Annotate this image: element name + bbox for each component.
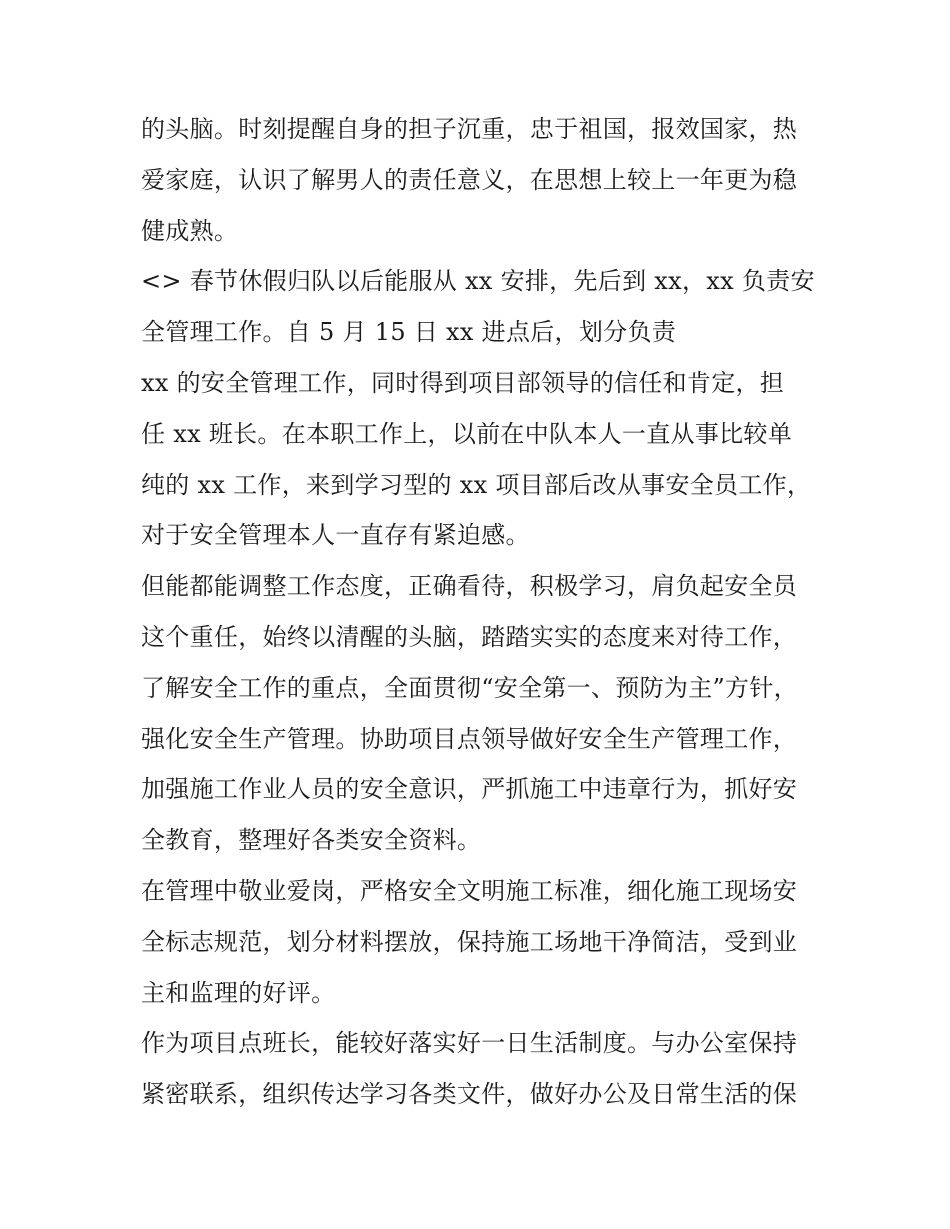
text-line: 对于安全管理本人一直存有紧迫感。 bbox=[141, 521, 530, 550]
document-body bbox=[141, 104, 821, 1120]
text-line: 全管理工作。自 5 月 15 日 xx 进点后，划分负责 bbox=[141, 318, 677, 347]
text-line: 强化安全生产管理。协助项目点领导做好安全生产管理工作， bbox=[141, 724, 798, 753]
text-line: <> 春节休假归队以后能服从 xx 安排，先后到 xx，xx 负责安 bbox=[141, 267, 815, 296]
text-line: 在管理中敬业爱岗，严格安全文明施工标准，细化施工现场安 bbox=[141, 876, 798, 905]
text-line: 但能都能调整工作态度，正确看待，积极学习，肩负起安全员 bbox=[141, 572, 798, 601]
text-line: 全教育，整理好各类安全资料。 bbox=[141, 826, 482, 855]
text-line: 加强施工作业人员的安全意识，严抓施工中违章行为，抓好安 bbox=[141, 775, 798, 804]
text-line: 作为项目点班长，能较好落实好一日生活制度。与办公室保持 bbox=[141, 1029, 798, 1058]
text-line: 了解安全工作的重点，全面贯彻“安全第一、预防为主”方针， bbox=[141, 673, 798, 702]
text-line: 任 xx 班长。在本职工作上，以前在中队本人一直从事比较单 bbox=[141, 419, 793, 448]
text-line: 紧密联系，组织传达学习各类文件，做好办公及日常生活的保 bbox=[141, 1080, 798, 1109]
text-line: xx 的安全管理工作，同时得到项目部领导的信任和肯定，担 bbox=[141, 368, 785, 397]
text-line: 纯的 xx 工作，来到学习型的 xx 项目部后改从事安全员工作， bbox=[141, 470, 812, 499]
text-line: 的头脑。时刻提醒自身的担子沉重，忠于祖国，报效国家，热 bbox=[141, 115, 798, 143]
text-line: 这个重任，始终以清醒的头脑，踏踏实实的态度来对待工作， bbox=[141, 622, 798, 651]
text-line: 主和监理的好评。 bbox=[141, 978, 336, 1007]
text-line: 全标志规范，划分材料摆放，保持施工场地干净简洁，受到业 bbox=[141, 927, 798, 956]
text-line: 爱家庭，认识了解男人的责任意义，在思想上较上一年更为稳 bbox=[141, 165, 798, 194]
text-line: 健成熟。 bbox=[141, 216, 239, 245]
